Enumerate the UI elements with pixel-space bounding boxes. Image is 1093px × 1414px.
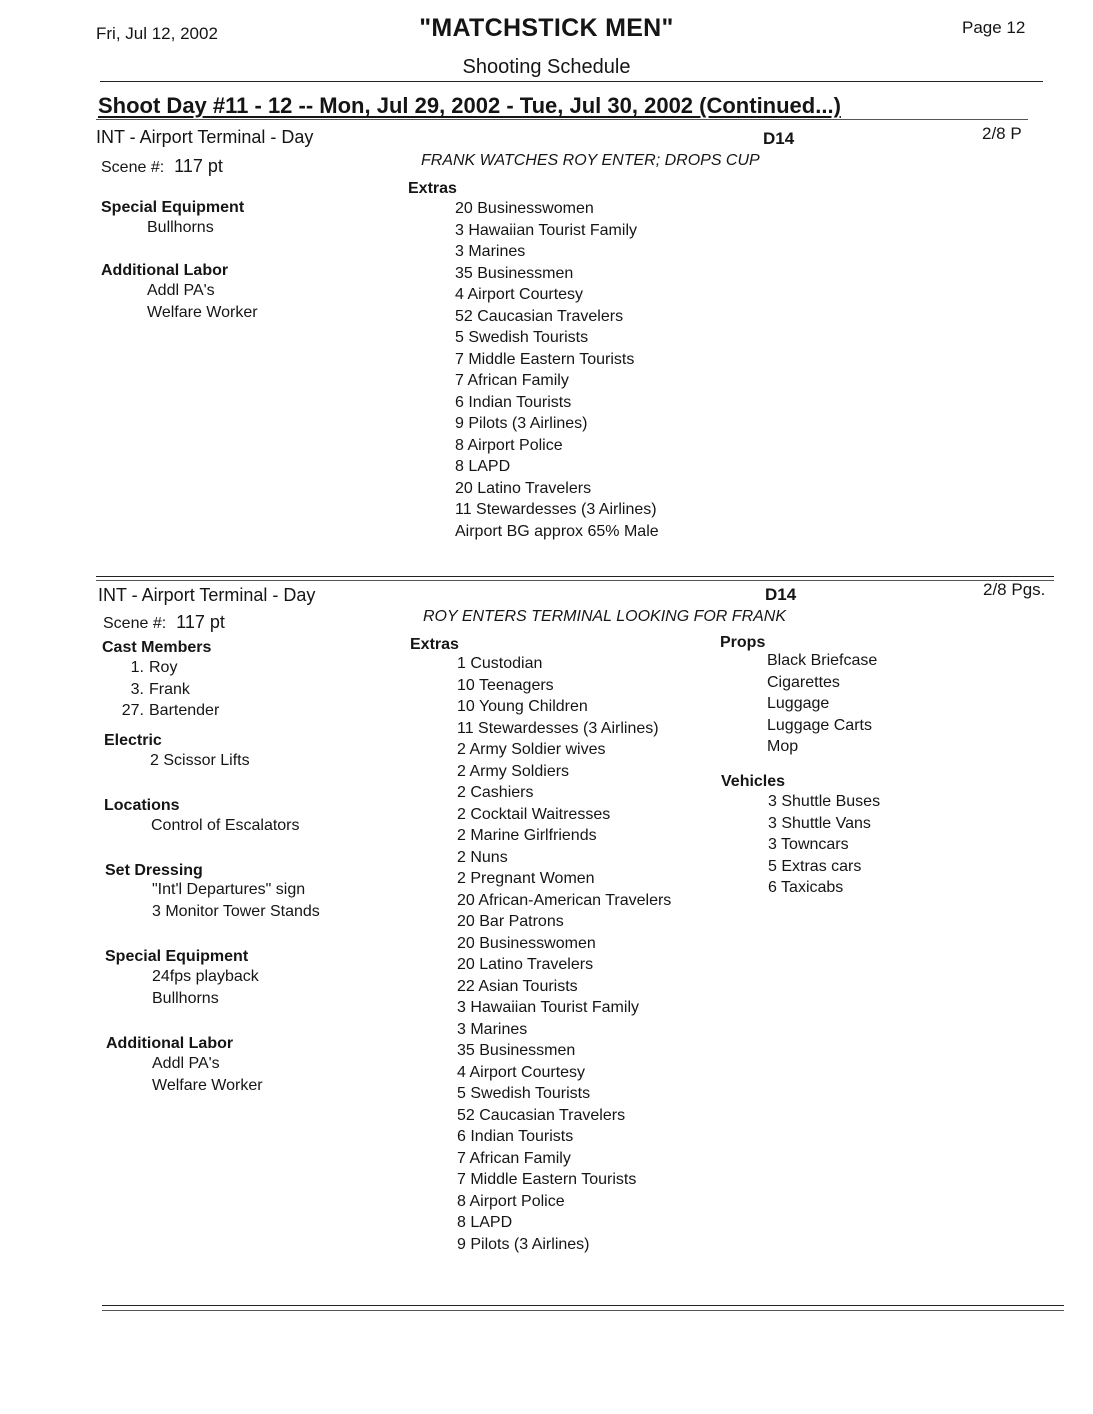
extras-heading: Extras: [408, 180, 457, 197]
list-item: Mop: [767, 738, 799, 755]
list-item: 20 Latino Travelers: [455, 479, 592, 497]
list-item: 52 Caucasian Travelers: [457, 1106, 626, 1124]
electric-heading: Electric: [104, 732, 162, 749]
list-item: "Int'l Departures" sign: [152, 881, 306, 898]
list-item: 52 Caucasian Travelers: [455, 307, 624, 325]
list-item: Control of Escalators: [151, 817, 300, 834]
scene-synopsis: FRANK WATCHES ROY ENTER; DROPS CUP: [421, 152, 760, 169]
list-item: 20 Businesswomen: [455, 200, 594, 217]
list-item: 24fps playback: [152, 968, 259, 985]
special-equipment-list: [152, 966, 259, 1009]
scene-location: INT - Airport Terminal - Day: [98, 585, 316, 605]
list-item: 7 African Family: [457, 1149, 571, 1167]
list-item: 9 Pilots (3 Airlines): [457, 1235, 590, 1253]
cast-id: 3.: [130, 680, 144, 698]
list-item: Luggage Carts: [767, 716, 872, 734]
cast-id: 1.: [130, 659, 144, 676]
list-item: 35 Businessmen: [455, 264, 574, 282]
list-item: Cigarettes: [767, 673, 840, 691]
locations-heading: Locations: [104, 797, 180, 814]
cast-name: Bartender: [149, 702, 220, 719]
list-item: 8 Airport Police: [455, 436, 563, 454]
cast-id: 27.: [121, 702, 144, 719]
special-equipment-heading: Special Equipment: [105, 948, 249, 965]
scene-page-count: 2/8 P: [982, 124, 1022, 143]
list-item: 10 Teenagers: [457, 676, 554, 694]
scene-synopsis: ROY ENTERS TERMINAL LOOKING FOR FRANK: [423, 608, 787, 625]
list-item: 8 Airport Police: [457, 1192, 565, 1210]
list-item: 20 Bar Patrons: [457, 913, 564, 930]
set-dressing-heading: Set Dressing: [105, 862, 203, 879]
props-heading: Props: [720, 634, 766, 651]
vehicles-list: [768, 791, 880, 899]
list-item: 35 Businessmen: [457, 1042, 576, 1059]
list-item: 6 Indian Tourists: [455, 393, 572, 411]
list-item: 2 Army Soldier wives: [457, 741, 606, 758]
scene-location: INT - Airport Terminal - Day: [96, 127, 314, 147]
list-item: 2 Nuns: [457, 848, 508, 866]
shoot-day-title: Shoot Day #11 - 12 -- Mon, Jul 29, 2002 - Tue, Jul 30, 2002 (Continued...): [98, 93, 841, 118]
additional-labor-heading: Additional Labor: [106, 1035, 234, 1052]
production-title: "MATCHSTICK MEN": [419, 14, 674, 42]
list-item: Black Briefcase: [767, 652, 878, 669]
report-date: Fri, Jul 12, 2002: [96, 24, 218, 43]
scene-divider-secondary: [96, 580, 1054, 581]
list-item: 5 Extras cars: [768, 857, 862, 875]
list-item: 5 Swedish Tourists: [455, 329, 589, 346]
set-dressing-list: [152, 879, 320, 922]
cast-name: Roy: [149, 659, 178, 676]
additional-labor-heading: Additional Labor: [101, 262, 229, 279]
list-item: 4 Airport Courtesy: [455, 286, 584, 303]
special-equipment-heading: Special Equipment: [101, 199, 245, 216]
cast-member: [116, 657, 219, 679]
list-item: 3 Shuttle Buses: [768, 793, 881, 810]
list-item: 5 Swedish Tourists: [457, 1085, 591, 1102]
list-item: 3 Shuttle Vans: [768, 814, 871, 832]
list-item: Bullhorns: [147, 219, 214, 236]
list-item: 9 Pilots (3 Airlines): [455, 415, 588, 432]
list-item: 20 African-American Travelers: [457, 891, 672, 909]
scene-page-count: 2/8 Pgs.: [983, 580, 1046, 599]
scene-number: [103, 612, 225, 633]
list-item: 3 Marines: [457, 1020, 528, 1038]
list-item: Airport BG approx 65% Male: [455, 522, 659, 540]
list-item: 1 Custodian: [457, 655, 543, 672]
cast-members-heading: Cast Members: [102, 639, 212, 656]
list-item: 20 Businesswomen: [457, 934, 596, 952]
list-item: 2 Pregnant Women: [457, 870, 595, 887]
scene-number: [101, 156, 223, 177]
vehicles-heading: Vehicles: [721, 773, 786, 790]
list-item: 8 LAPD: [457, 1214, 513, 1231]
scene-number-value: 117 pt: [176, 612, 225, 632]
list-item: Welfare Worker: [152, 1076, 263, 1094]
list-item: 7 Middle Eastern Tourists: [457, 1171, 637, 1188]
list-item: 3 Towncars: [768, 836, 849, 853]
list-item: Welfare Worker: [147, 303, 258, 321]
list-item: 3 Monitor Tower Stands: [152, 902, 320, 920]
page-number: Page 12: [962, 18, 1026, 37]
list-item: 8 LAPD: [455, 458, 511, 475]
list-item: 3 Hawaiian Tourist Family: [455, 221, 637, 239]
report-subtitle: Shooting Schedule: [462, 56, 631, 78]
locations-list: [151, 815, 300, 837]
extras-list: [457, 653, 671, 1255]
extras-list: [455, 198, 659, 542]
scene-number-value: 117 pt: [174, 156, 223, 176]
scene-divider: [96, 576, 1054, 577]
cast-name: Frank: [149, 680, 190, 698]
list-item: 22 Asian Tourists: [457, 977, 578, 995]
list-item: 11 Stewardesses (3 Airlines): [455, 501, 657, 518]
list-item: 7 Middle Eastern Tourists: [455, 350, 635, 368]
scene-day-code: D14: [763, 129, 795, 148]
scene-number-label: Scene #:: [103, 615, 167, 632]
list-item: 2 Cocktail Waitresses: [457, 805, 611, 823]
list-item: 4 Airport Courtesy: [457, 1063, 586, 1081]
list-item: 20 Latino Travelers: [457, 956, 594, 973]
cast-member: [116, 700, 219, 722]
list-item: 7 African Family: [455, 372, 569, 389]
list-item: 2 Scissor Lifts: [150, 752, 250, 769]
list-item: 3 Marines: [455, 243, 526, 260]
scene-number-label: Scene #:: [101, 159, 165, 176]
extras-heading: Extras: [410, 636, 459, 653]
list-item: 6 Taxicabs: [768, 879, 844, 896]
list-item: Luggage: [767, 695, 830, 712]
list-item: 2 Cashiers: [457, 784, 534, 801]
additional-labor-list: [152, 1053, 263, 1096]
list-item: 11 Stewardesses (3 Airlines): [457, 719, 659, 737]
day-title-rule: [96, 119, 1028, 120]
cast-members-list: [116, 657, 219, 722]
scene-day-code: D14: [765, 585, 797, 604]
additional-labor-list: [147, 280, 258, 323]
list-item: Bullhorns: [152, 989, 219, 1007]
electric-list: [150, 750, 250, 772]
props-list: [767, 650, 877, 758]
list-item: Addl PA's: [152, 1055, 220, 1072]
list-item: 10 Young Children: [457, 698, 588, 715]
list-item: 3 Hawaiian Tourist Family: [457, 999, 639, 1016]
list-item: 6 Indian Tourists: [457, 1128, 574, 1145]
list-item: 2 Marine Girlfriends: [457, 827, 597, 844]
footer-divider-secondary: [102, 1310, 1064, 1311]
footer-divider: [102, 1305, 1064, 1306]
list-item: Addl PA's: [147, 282, 215, 299]
header-divider: [100, 81, 1043, 82]
cast-member: [116, 679, 219, 701]
list-item: 2 Army Soldiers: [457, 762, 570, 780]
special-equipment-list: [147, 217, 214, 239]
